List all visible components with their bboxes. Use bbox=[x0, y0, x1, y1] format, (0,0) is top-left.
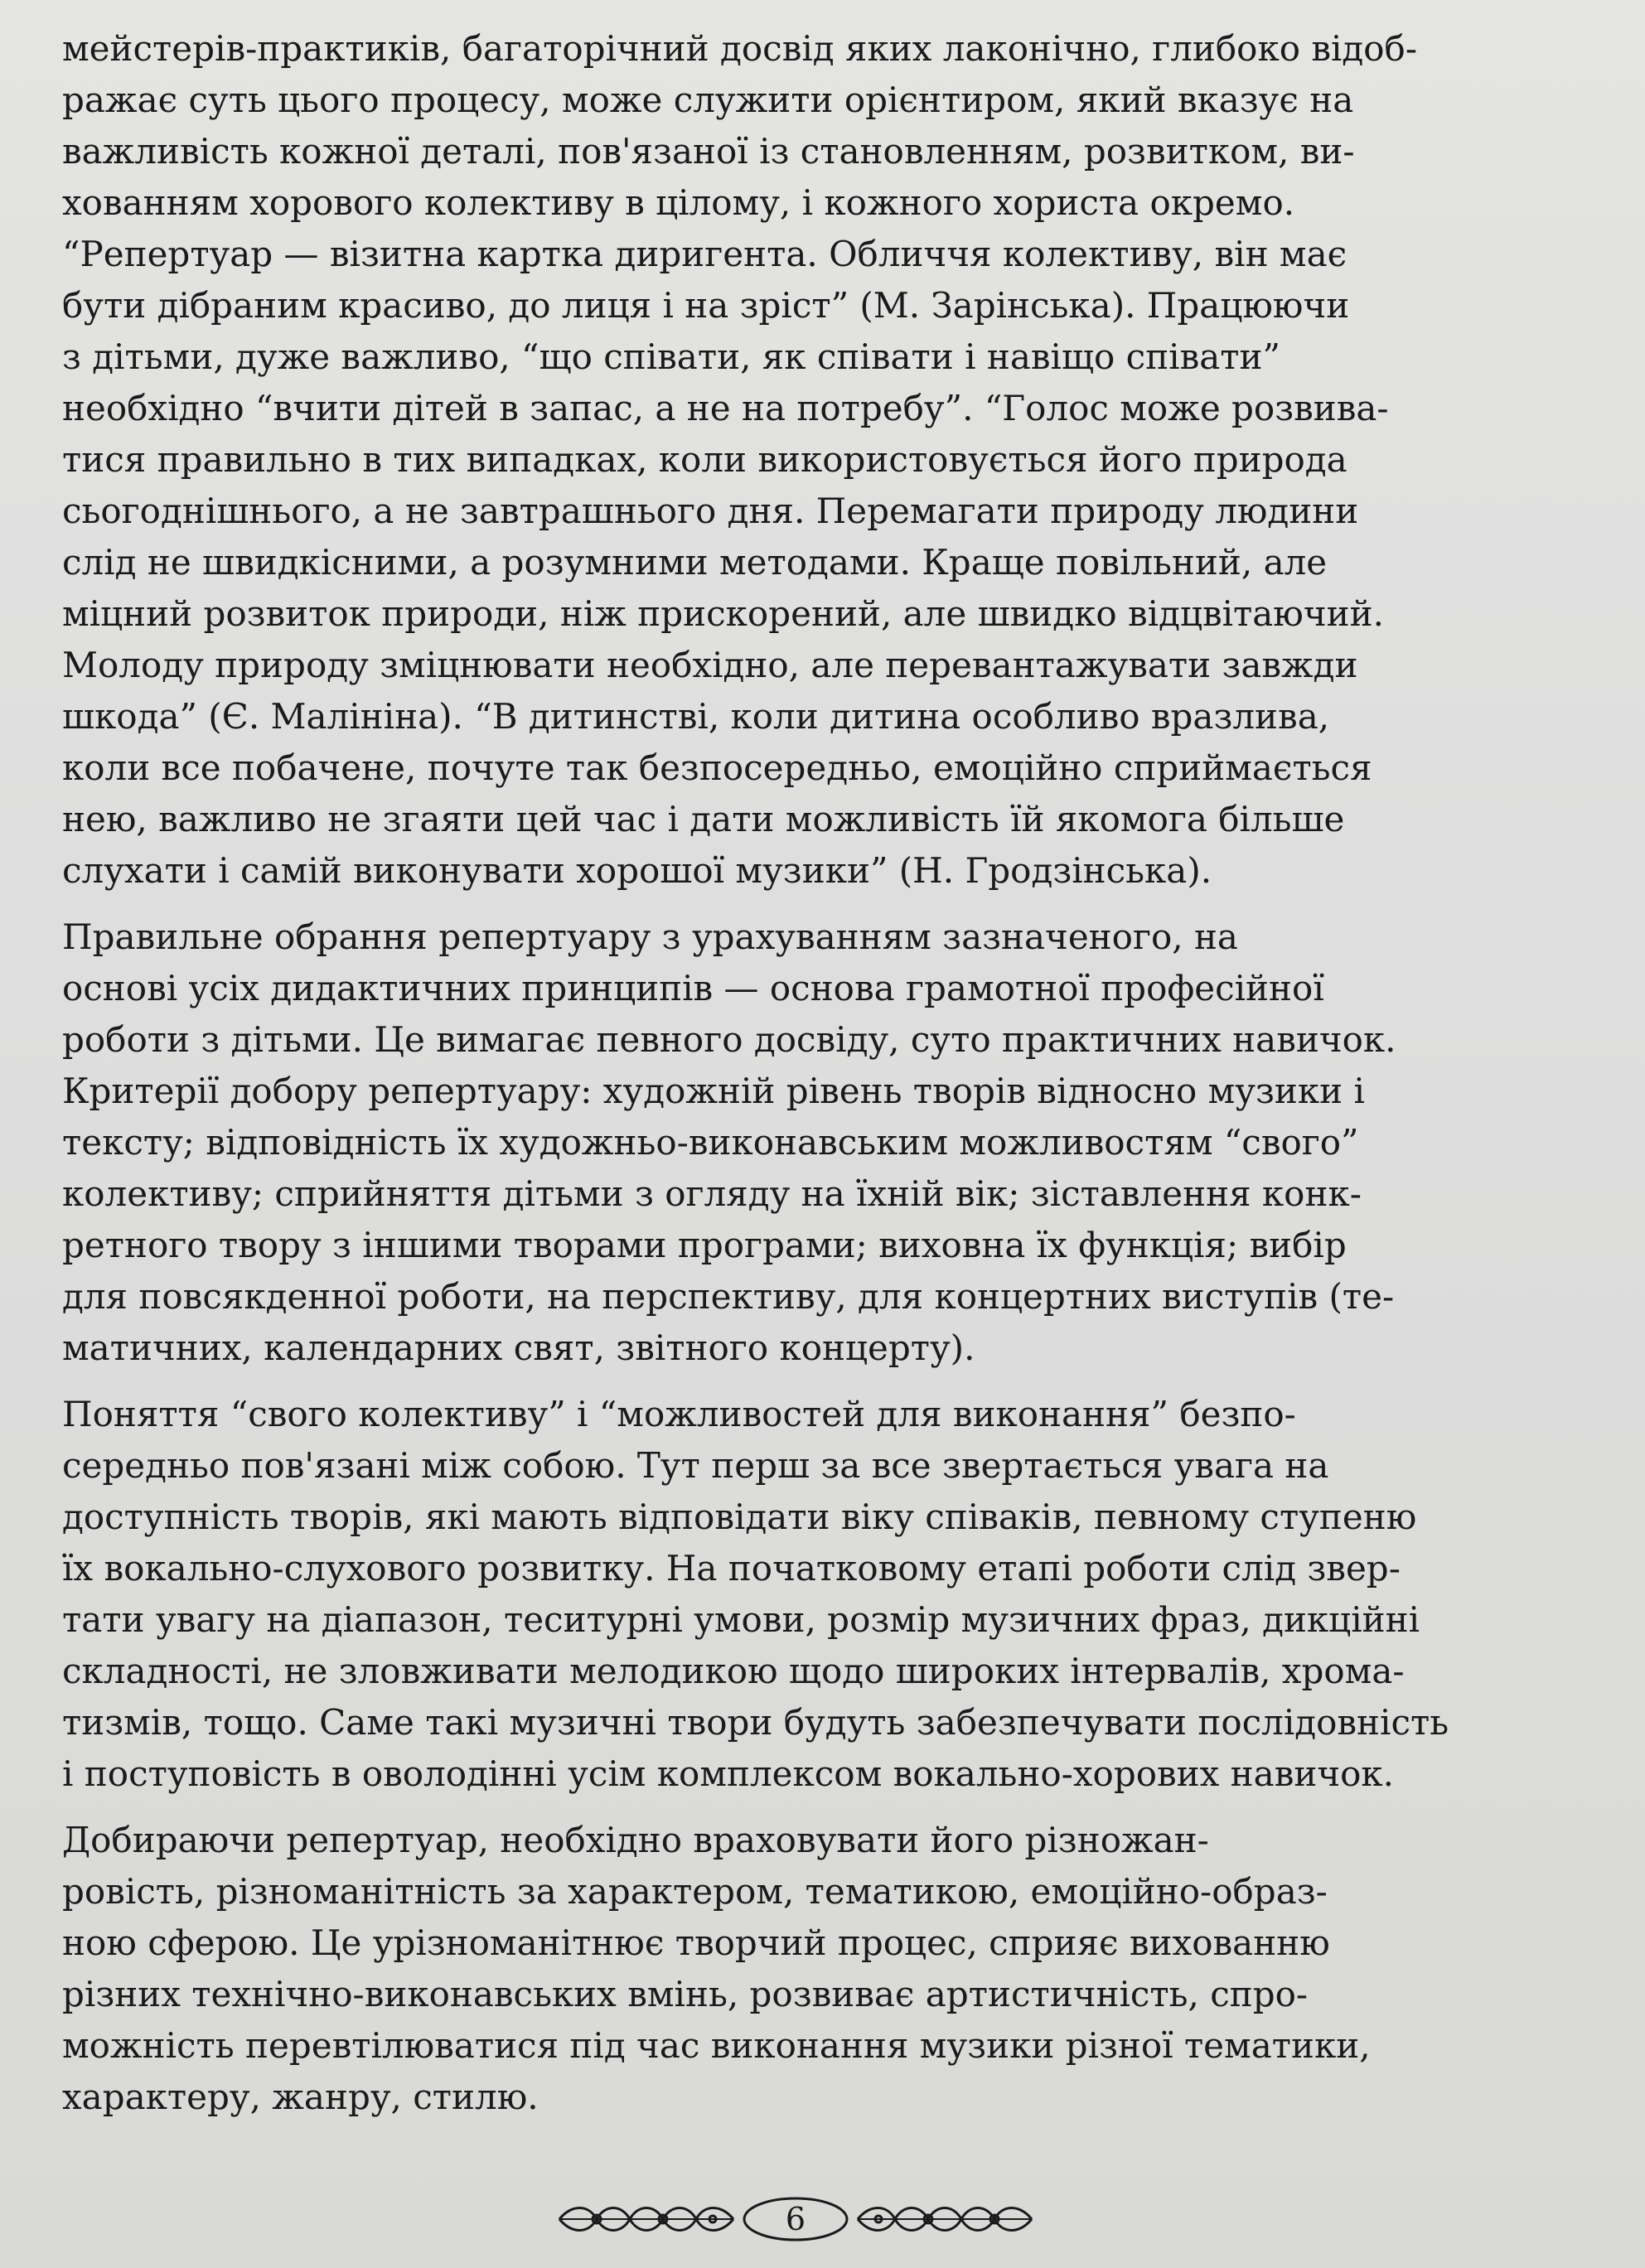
paragraph-4: Добираючи репертуар, необхідно враховувати його різножан- ровість, різноманітність за характером, тематикою, емоційно-образ- ною сферою. Це урізноманітнює творчий процес, сприяє вихованню різних технічно-виконавських вмінь, розвиває артистичність, спро- можність перевтілюватися під час виконання музики різної тематики, характеру, жанру, стилю. bbox=[62, 1820, 1371, 2117]
paragraph-1: мейстерів-практиків, багаторічний досвід яких лаконічно, глибоко відоб- ражає суть цього процесу, може служити орієнтиром, який вказує на важливість кожної деталі, пов'язаної із становленням, розвитком, ви- хованням хорового колективу в цілому, і кожного хориста окремо. “Репертуар — візитна картка диригента. Обличчя колективу, він має бути дібраним красиво, до лиця і на зріст” (М. Зарінська). Працюючи з дітьми, дуже важливо, “що співати, як співати і навіщо співати” необхідно “вчити дітей в запас, а не на потребу”. “Голос може розвива- тися правильно в тих випадках, коли використовується його природа сьогоднішнього, а не завтрашнього дня. Перемагати природу людини слід не швидкісними, а розумними методами. Краще повільний, але міцний розвиток природи, ніж прискорений, але швидко відцвітаючий. Молоду природу зміцнювати необхідно, але перевантажувати завжди шкода” (Є. Малініна). “В дитинстві, коли дитина особливо вразлива, коли все побачене, почуте так безпосередньо, емоційно сприймається нею, важливо не згаяти цей час і дати можливість їй якомога більше слухати і самій виконувати хорошої музики” (Н. Гродзінська). bbox=[62, 28, 1418, 891]
paragraph-2: Правильне обрання репертуару з урахуванням зазначеного, на основі усіх дидактичних принципів — основа грамотної професійної роботи з дітьми. Це вимагає певного досвіду, суто практичних навичок. Критерії добору репертуару: художній рівень творів відносно музики і тексту; відповідність їх художньо-виконавським можливостям “свого” колективу; сприйняття дітьми з огляду на їхній вік; зіставлення конк- ретного твору з іншими творами програми; виховна їх функція; вибір для повсякденної роботи, на перспективу, для концертних виступів (те- матичних, календарних свят, звітного концерту). bbox=[62, 916, 1396, 1368]
page-number: 6 bbox=[785, 2201, 806, 2237]
page-footer bbox=[555, 2188, 1036, 2251]
body-text bbox=[62, 23, 1546, 2123]
paragraph-3: Поняття “свого колективу” і “можливостей для виконання” безпо- середньо пов'язані між собою. Тут перш за все звертається увага на доступність творів, які мають відповідати віку співаків, певному ступеню їх вокально-слухового розвитку. На початковому етапі роботи слід звер- тати увагу на діапазон, теситурні умови, розмір музичних фраз, дикційні складності, не зловживати мелодикою щодо широких інтервалів, хрома- тизмів, тощо. Саме такі музичні твори будуть забезпечувати послідовність і поступовість в оволодінні усім комплексом вокально-хорових навичок. bbox=[62, 1394, 1449, 1794]
